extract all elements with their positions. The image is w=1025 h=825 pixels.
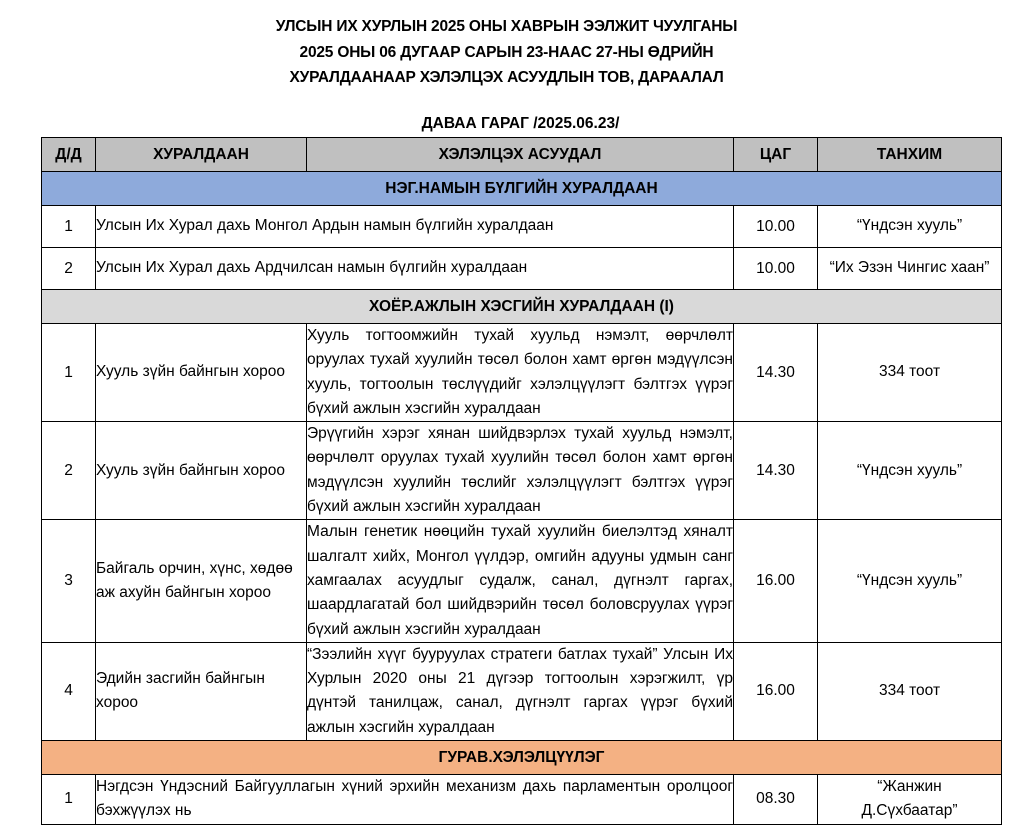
row-number: 2 bbox=[42, 248, 96, 290]
header-meeting: ХУРАЛДААН bbox=[96, 138, 307, 172]
row-number: 1 bbox=[42, 324, 96, 422]
row-time: 14.30 bbox=[734, 324, 818, 422]
row-number: 4 bbox=[42, 642, 96, 740]
row-issue: Малын генетик нөөцийн тухай хуулийн биелэлтэд хяналт шалгалт хийх, Монгол үүлдэр, омгийн адууны удмын санг хамгаалах асуудлыг судалж, санал, дүгнэлт гаргах, шаардлагатай бол шийдвэрийн төсөл боловсруулах үүрэг бүхий ажлын хэсгийн хуралдаан bbox=[307, 520, 734, 642]
section-title: ХОЁР.АЖЛЫН ХЭСГИЙН ХУРАЛДААН (I) bbox=[42, 290, 1002, 324]
row-time: 08.30 bbox=[734, 775, 818, 825]
table-row bbox=[42, 422, 1002, 520]
row-time: 10.00 bbox=[734, 248, 818, 290]
row-time: 14.30 bbox=[734, 422, 818, 520]
row-meeting: Улсын Их Хурал дахь Ардчилсан намын бүлгийн хуралдаан bbox=[96, 248, 734, 290]
row-number: 2 bbox=[42, 422, 96, 520]
row-meeting: Байгаль орчин, хүнс, хөдөө аж ахуйн байнгын хороо bbox=[96, 520, 307, 642]
row-meeting: Улсын Их Хурал дахь Монгол Ардын намын бүлгийн хуралдаан bbox=[96, 206, 734, 248]
row-time: 10.00 bbox=[734, 206, 818, 248]
row-issue: Хууль тогтоомжийн тухай хуульд нэмэлт, өөрчлөлт оруулах тухай хуулийн төсөл болон хамт өргөн мэдүүлсэн хууль, тогтоолын төслүүдийг хэлэлцүүлэгт бэлтгэх үүрэг бүхий ажлын хэсгийн хуралдаан bbox=[307, 324, 734, 422]
row-time: 16.00 bbox=[734, 642, 818, 740]
section-header-row bbox=[42, 290, 1002, 324]
row-number: 1 bbox=[42, 775, 96, 825]
row-meeting: Нэгдсэн Үндэсний Байгууллагын хүний эрхийн механизм дахь парламентын оролцоог бэхжүүлэх нь bbox=[96, 775, 734, 825]
day-title: ДАВАА ГАРАГ /2025.06.23/ bbox=[421, 115, 620, 132]
header-issue: ХЭЛЭЛЦЭХ АСУУДАЛ bbox=[307, 138, 734, 172]
header-room: ТАНХИМ bbox=[818, 138, 1002, 172]
row-number: 1 bbox=[42, 206, 96, 248]
row-room: “Үндсэн хууль” bbox=[818, 422, 1002, 520]
table-row bbox=[42, 248, 1002, 290]
section-header-row bbox=[42, 741, 1002, 775]
row-room: “Үндсэн хууль” bbox=[818, 206, 1002, 248]
header-number: Д/Д bbox=[42, 138, 96, 172]
row-time: 16.00 bbox=[734, 520, 818, 642]
title-line-3: ХУРАЛДААНААР ХЭЛЭЛЦЭХ АСУУДЛЫН ТОВ, ДАРААЛАЛ bbox=[289, 69, 724, 86]
row-room: “Их Эзэн Чингис хаан” bbox=[818, 248, 1002, 290]
title-line-1: УЛСЫН ИХ ХУРЛЫН 2025 ОНЫ ХАВРЫН ЭЭЛЖИТ ЧУУЛГАНЫ bbox=[275, 18, 738, 35]
table-row bbox=[42, 775, 1002, 825]
row-room: 334 тоот bbox=[818, 324, 1002, 422]
table-row bbox=[42, 206, 1002, 248]
schedule-table bbox=[41, 137, 1002, 825]
row-issue: “Зээлийн хүүг бууруулах стратеги батлах тухай” Улсын Их Хурлын 2020 оны 21 дүгээр тогтоолын хэрэгжилт, үр дүнтэй танилцаж, санал, дүгнэлт гаргах үүрэг бүхий ажлын хэсгийн хуралдаан bbox=[307, 642, 734, 740]
row-room: 334 тоот bbox=[818, 642, 1002, 740]
title-line-2: 2025 ОНЫ 06 ДУГААР САРЫН 23-НААС 27-НЫ ӨДРИЙН bbox=[299, 43, 714, 61]
header-time: ЦАГ bbox=[734, 138, 818, 172]
section-title: НЭГ.НАМЫН БҮЛГИЙН ХУРАЛДААН bbox=[42, 172, 1002, 206]
table-row bbox=[42, 642, 1002, 740]
row-meeting: Хууль зүйн байнгын хороо bbox=[96, 324, 307, 422]
section-title: ГУРАВ.ХЭЛЭЛЦҮҮЛЭГ bbox=[42, 741, 1002, 775]
table-row bbox=[42, 520, 1002, 642]
table-header-row bbox=[42, 138, 1002, 172]
row-meeting: Хууль зүйн байнгын хороо bbox=[96, 422, 307, 520]
row-issue: Эрүүгийн хэрэг хянан шийдвэрлэх тухай хуульд нэмэлт, өөрчлөлт оруулах тухай хуулийн төсөл болон хамт өргөн мэдүүлсэн хуулийн төслийг хэлэлцүүлэгт бэлтгэх үүрэг бүхий ажлын хэсгийн хуралдаан bbox=[307, 422, 734, 520]
table-row bbox=[42, 324, 1002, 422]
row-number: 3 bbox=[42, 520, 96, 642]
row-meeting: Эдийн засгийн байнгын хороо bbox=[96, 642, 307, 740]
row-room: “Жанжин Д.Сүхбаатар” bbox=[818, 775, 1002, 825]
document-title bbox=[0, 14, 1013, 91]
section-header-row bbox=[42, 172, 1002, 206]
row-room: “Үндсэн хууль” bbox=[818, 520, 1002, 642]
